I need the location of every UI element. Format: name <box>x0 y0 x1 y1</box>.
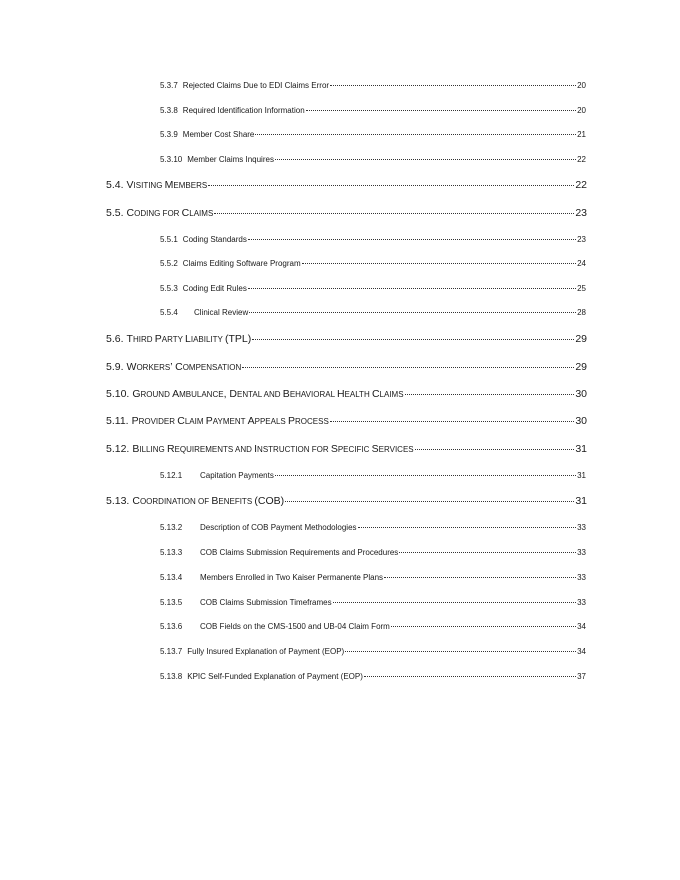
toc-page: 20 <box>577 106 586 115</box>
toc-page: 33 <box>577 523 586 532</box>
toc-number: 5.13.5 <box>160 598 183 607</box>
toc-number: 5.3.10 <box>160 155 183 164</box>
toc-title: PROVIDER CLAIM PAYMENT APPEALS PROCESS <box>131 415 329 427</box>
toc-entry-5-3-10[interactable] <box>160 155 586 164</box>
toc-number: 5.13.6 <box>160 622 183 631</box>
dot-leader <box>399 552 576 553</box>
toc-title: COB Claims Submission Timeframes <box>200 598 332 607</box>
toc-title: Member Cost Share <box>182 130 255 139</box>
toc-number: 5.12.1 <box>160 471 183 480</box>
toc-entry-5-13-2[interactable] <box>160 523 586 532</box>
dot-leader <box>306 110 576 111</box>
toc-title: COORDINATION OF BENEFITS (COB) <box>132 495 285 507</box>
dot-leader <box>415 449 575 450</box>
toc-number: 5.5. <box>106 207 124 219</box>
toc-entry-5-13-3[interactable] <box>160 548 586 557</box>
dot-leader <box>285 501 574 502</box>
toc-title: Member Claims Inquires <box>187 155 274 164</box>
toc-entry-5-5-2[interactable] <box>160 259 586 268</box>
toc-page: 37 <box>577 672 586 681</box>
toc-entry-5-13-8[interactable] <box>160 672 586 681</box>
toc-entry-5-13-7[interactable] <box>160 647 586 656</box>
toc-entry-5-4[interactable] <box>106 179 587 191</box>
toc-page: 34 <box>577 647 586 656</box>
toc-entry-5-11[interactable] <box>106 415 587 427</box>
toc-entry-5-13-5[interactable] <box>160 598 586 607</box>
toc-title: CODING FOR CLAIMS <box>126 207 214 219</box>
dot-leader <box>252 339 574 340</box>
dot-leader <box>214 213 574 214</box>
toc-title: Fully Insured Explanation of Payment (EOP) <box>187 647 345 656</box>
toc-title: KPIC Self-Funded Explanation of Payment (EOP) <box>187 672 363 681</box>
toc-number: 5.5.2 <box>160 259 178 268</box>
toc-number: 5.10. <box>106 388 130 400</box>
toc-page: 23 <box>577 235 586 244</box>
toc-entry-5-13-6[interactable] <box>160 622 586 631</box>
toc-page: 25 <box>577 284 586 293</box>
toc-page: 21 <box>577 130 586 139</box>
toc-page: 29 <box>575 361 587 373</box>
toc-title: Description of COB Payment Methodologies <box>200 523 357 532</box>
toc-title: THIRD PARTY LIABILITY (TPL) <box>126 333 252 345</box>
dot-leader <box>248 288 576 289</box>
toc-entry-5-13-4[interactable] <box>160 573 586 582</box>
toc-number: 5.3.8 <box>160 106 178 115</box>
toc-number: 5.9. <box>106 361 124 373</box>
toc-title: COB Fields on the CMS-1500 and UB-04 Claim Form <box>200 622 390 631</box>
toc-page: 30 <box>575 388 587 400</box>
toc-title: Coding Standards <box>182 235 247 244</box>
toc-page: 33 <box>577 573 586 582</box>
toc-title: VISITING MEMBERS <box>126 179 208 191</box>
dot-leader <box>391 626 576 627</box>
toc-title: Capitation Payments <box>200 471 274 480</box>
toc-entry-5-3-9[interactable] <box>160 130 586 139</box>
toc-number: 5.5.3 <box>160 284 178 293</box>
toc-entry-5-5-3[interactable] <box>160 284 586 293</box>
toc-entry-5-10[interactable] <box>106 388 587 400</box>
dot-leader <box>330 421 575 422</box>
toc-number: 5.11. <box>106 415 129 427</box>
toc-entry-5-3-8[interactable] <box>160 106 586 115</box>
toc-page: 31 <box>575 443 587 455</box>
toc-number: 5.5.1 <box>160 235 178 244</box>
toc-page: 31 <box>577 471 586 480</box>
toc-number: 5.4. <box>106 179 124 191</box>
dot-leader <box>345 651 576 652</box>
toc-number: 5.13.7 <box>160 647 183 656</box>
toc-number: 5.12. <box>106 443 130 455</box>
toc-entry-5-5-4[interactable] <box>160 308 586 317</box>
toc-entry-5-5[interactable] <box>106 207 587 219</box>
toc-entry-5-6[interactable] <box>106 333 587 345</box>
dot-leader <box>358 527 577 528</box>
toc-page: 24 <box>577 259 586 268</box>
toc-number: 5.13. <box>106 495 130 507</box>
toc-entry-5-3-7[interactable] <box>160 81 586 90</box>
dot-leader <box>364 676 576 677</box>
toc-entry-5-9[interactable] <box>106 361 587 373</box>
toc-number: 5.5.4 <box>160 308 178 317</box>
toc-title: BILLING REQUIREMENTS AND INSTRUCTION FOR SPECIFIC SERVICES <box>132 443 414 455</box>
toc-entry-5-12-1[interactable] <box>160 471 586 480</box>
toc-entry-5-13[interactable] <box>106 495 587 507</box>
toc-page: 23 <box>575 207 587 219</box>
toc-title: Clinical Review <box>194 308 249 317</box>
toc-number: 5.13.2 <box>160 523 183 532</box>
toc-title: Claims Editing Software Program <box>182 259 301 268</box>
toc-entry-5-5-1[interactable] <box>160 235 586 244</box>
dot-leader <box>208 185 574 186</box>
toc-page: 22 <box>575 179 587 191</box>
dot-leader <box>405 394 575 395</box>
toc-title: WORKERS’ COMPENSATION <box>126 361 242 373</box>
toc-number: 5.13.3 <box>160 548 183 557</box>
toc-title: GROUND AMBULANCE, DENTAL AND BEHAVIORAL HEALTH CLAIMS <box>132 388 404 400</box>
toc-page: 33 <box>577 598 586 607</box>
dot-leader <box>302 263 576 264</box>
toc-page: 22 <box>577 155 586 164</box>
toc-number: 5.3.7 <box>160 81 178 90</box>
dot-leader <box>333 602 577 603</box>
toc-entry-5-12[interactable] <box>106 443 587 455</box>
toc-page: 30 <box>575 415 587 427</box>
toc-number: 5.3.9 <box>160 130 178 139</box>
toc-number: 5.13.4 <box>160 573 183 582</box>
toc-title: Rejected Claims Due to EDI Claims Error <box>182 81 330 90</box>
dot-leader <box>330 85 576 86</box>
toc-page: 31 <box>575 495 587 507</box>
toc-page: 28 <box>577 308 586 317</box>
toc-page: 33 <box>577 548 586 557</box>
dot-leader <box>275 475 576 476</box>
dot-leader <box>248 239 576 240</box>
toc-page: 20 <box>577 81 586 90</box>
dot-leader <box>275 159 576 160</box>
dot-leader <box>242 367 574 368</box>
dot-leader <box>255 134 576 135</box>
toc-number: 5.6. <box>106 333 124 345</box>
dot-leader <box>384 577 576 578</box>
toc-title: COB Claims Submission Requirements and Procedures <box>200 548 399 557</box>
toc-title: Coding Edit Rules <box>182 284 247 293</box>
toc-title: Members Enrolled in Two Kaiser Permanente Plans <box>200 573 384 582</box>
toc-page: 34 <box>577 622 586 631</box>
toc-page: 29 <box>575 333 587 345</box>
toc-title: Required Identification Information <box>182 106 305 115</box>
dot-leader <box>249 312 576 313</box>
toc-number: 5.13.8 <box>160 672 183 681</box>
